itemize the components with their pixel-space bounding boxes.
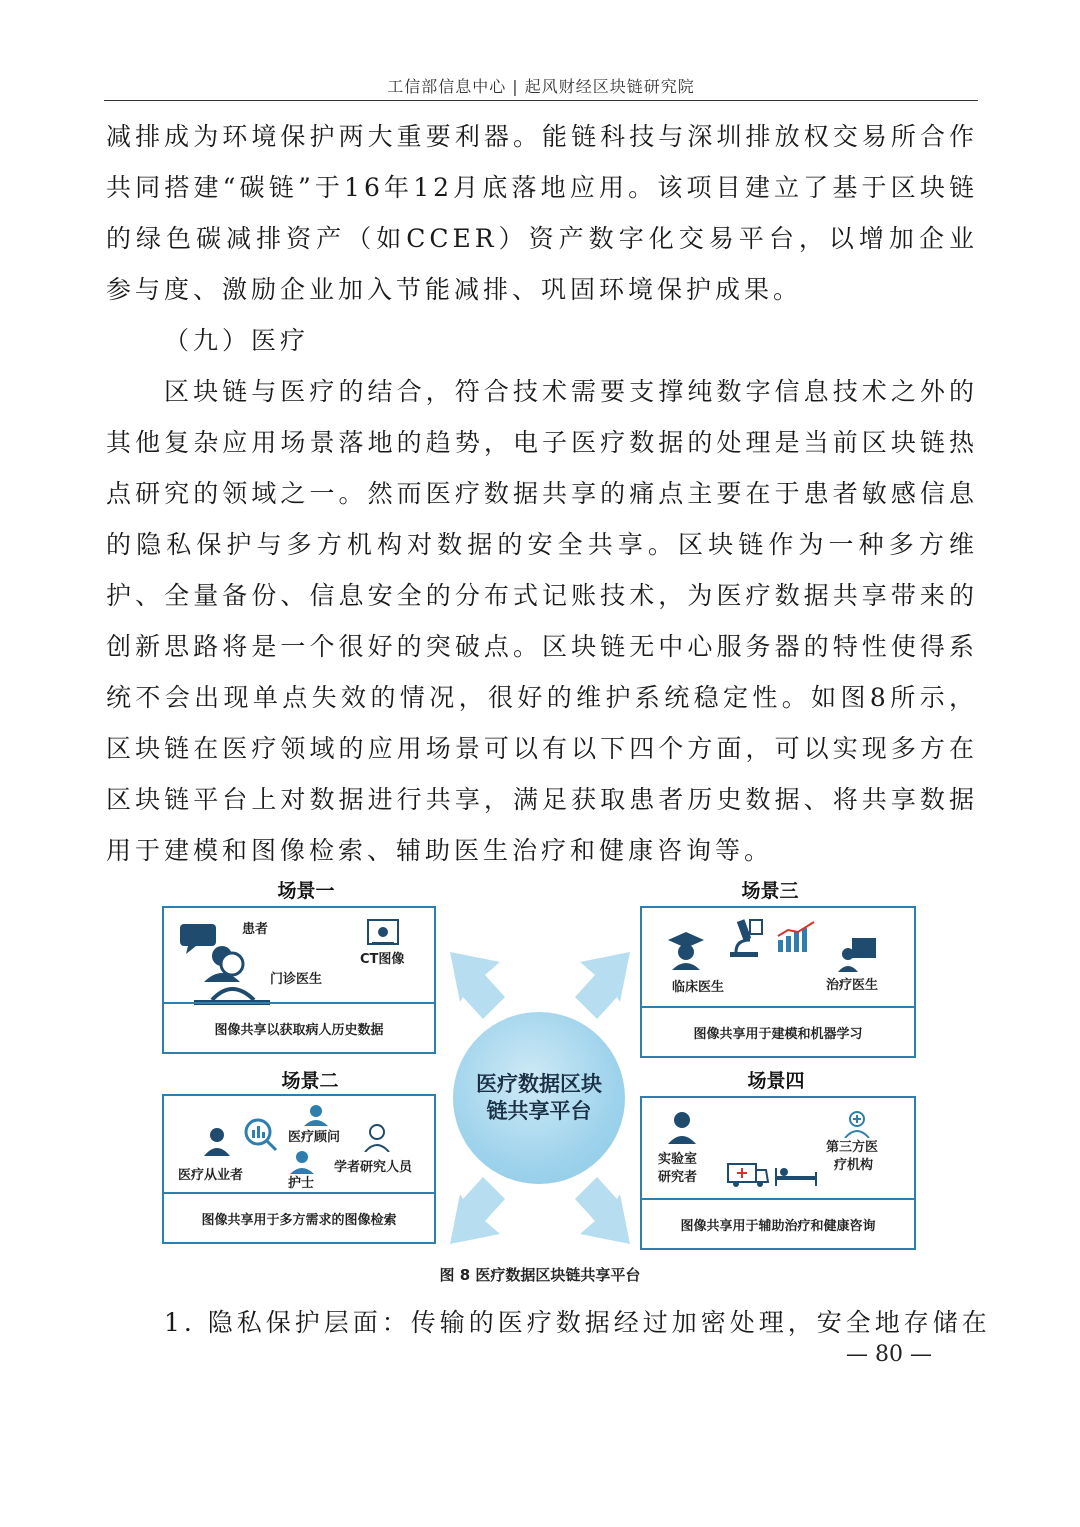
arrow-bottom-left	[450, 1177, 505, 1244]
label-patient: 患者	[242, 922, 269, 937]
scene-4-box	[640, 1096, 916, 1250]
arrow-top-left	[450, 952, 505, 1019]
hospital-bed-icon	[774, 1162, 818, 1188]
paragraph-1: 减排成为环境保护两大重要利器。能链科技与深圳排放权交易所合作共同搭建“碳链”于16年12月底落地应用。该项目建立了基于区块链的绿色碳减排资产（如CCER）资产数字化交易平台，以增加企业参与度、激励企业加入节能减排、巩固环境保护成果。	[106, 122, 978, 304]
scene-1-title: 场景一	[277, 880, 335, 902]
scene-2-box	[162, 1094, 436, 1244]
scene-1-box	[162, 906, 436, 1054]
scholar-icon	[364, 1124, 390, 1152]
ambulance-icon	[726, 1158, 770, 1188]
label-researcher: 学者研究人员	[334, 1160, 413, 1175]
arrow-top-right	[575, 952, 630, 1019]
paragraph-2: 区块链与医疗的结合，符合技术需要支撑纯数字信息技术之外的其他复杂应用场景落地的趋势，电子医疗数据的处理是当前区块链热点研究的领域之一。然而医疗数据共享的痛点主要在于患者敏感信息的隐私保护与多方机构对数据的安全共享。区块链作为一种多方维护、全量备份、信息安全的分布式记账技术，为医疗数据共享带来的创新思路将是一个很好的突破点。区块链无中心服务器的特性使得系统不会出现单点失效的情况，很好的维护系统稳定性。如图8所示，区块链在医疗领域的应用场景可以有以下四个方面，可以实现多方在区块链平台上对数据进行共享，满足获取患者历史数据、将共享数据用于建模和图像检索、辅助医生治疗和健康咨询等。	[106, 377, 978, 865]
page-number: — 80 —	[846, 1342, 932, 1367]
label-medical-institution: 疗机构	[834, 1158, 874, 1173]
scene-2-title: 场景二	[281, 1070, 339, 1092]
label-third-party: 第三方医	[826, 1140, 879, 1155]
label-nurse: 护士	[288, 1176, 315, 1191]
label-ct-image: CT图像	[360, 952, 405, 967]
figure-8	[160, 872, 920, 1252]
label-treatment-doctor: 治疗医生	[826, 978, 879, 993]
scene-1-caption: 图像共享以获取病人历史数据	[164, 1002, 434, 1052]
body-text	[106, 111, 978, 876]
microscope-icon	[724, 916, 764, 960]
graduate-icon	[666, 930, 706, 970]
label-clinical-doctor: 临床医生	[672, 980, 725, 995]
list-item-1: 1. 隐私保护层面：传输的医疗数据经过加密处理，安全地存储在	[164, 1308, 991, 1337]
lab-researcher-icon	[666, 1110, 698, 1144]
figure-caption: 图 8 医疗数据区块链共享平台	[439, 1266, 641, 1284]
medical-advisor-icon	[304, 1104, 328, 1126]
ct-image-icon	[366, 918, 400, 948]
label-lab-researcher: 研究者	[658, 1170, 698, 1185]
scene-3-box	[640, 906, 916, 1058]
third-party-institution-icon	[842, 1110, 872, 1138]
scene-4-caption: 图像共享用于辅助治疗和健康咨询	[642, 1198, 914, 1248]
arrow-bottom-right	[575, 1177, 630, 1244]
label-medical-practitioner: 医疗从业者	[178, 1168, 244, 1183]
nurse-icon	[290, 1150, 314, 1174]
medical-worker-icon	[202, 1126, 232, 1156]
center-platform-circle	[453, 1012, 625, 1184]
treatment-doctor-icon	[838, 936, 878, 974]
label-outpatient-doctor: 门诊医生	[270, 972, 323, 987]
label-lab: 实验室	[658, 1152, 698, 1167]
page-header: 工信部信息中心 | 起风财经区块链研究院	[104, 74, 978, 101]
section-heading: （九）医疗	[164, 326, 310, 355]
scene-3-title: 场景三	[741, 880, 799, 902]
scene-4-title: 场景四	[747, 1070, 805, 1092]
scene-3-caption: 图像共享用于建模和机器学习	[642, 1006, 914, 1056]
scene-2-caption: 图像共享用于多方需求的图像检索	[164, 1192, 434, 1242]
label-medical-advisor: 医疗顾问	[288, 1130, 341, 1145]
chart-icon	[774, 920, 818, 954]
center-title-line2: 链共享平台	[486, 1099, 592, 1123]
center-title-line1: 医疗数据区块	[476, 1072, 602, 1096]
search-analysis-icon	[242, 1116, 278, 1152]
